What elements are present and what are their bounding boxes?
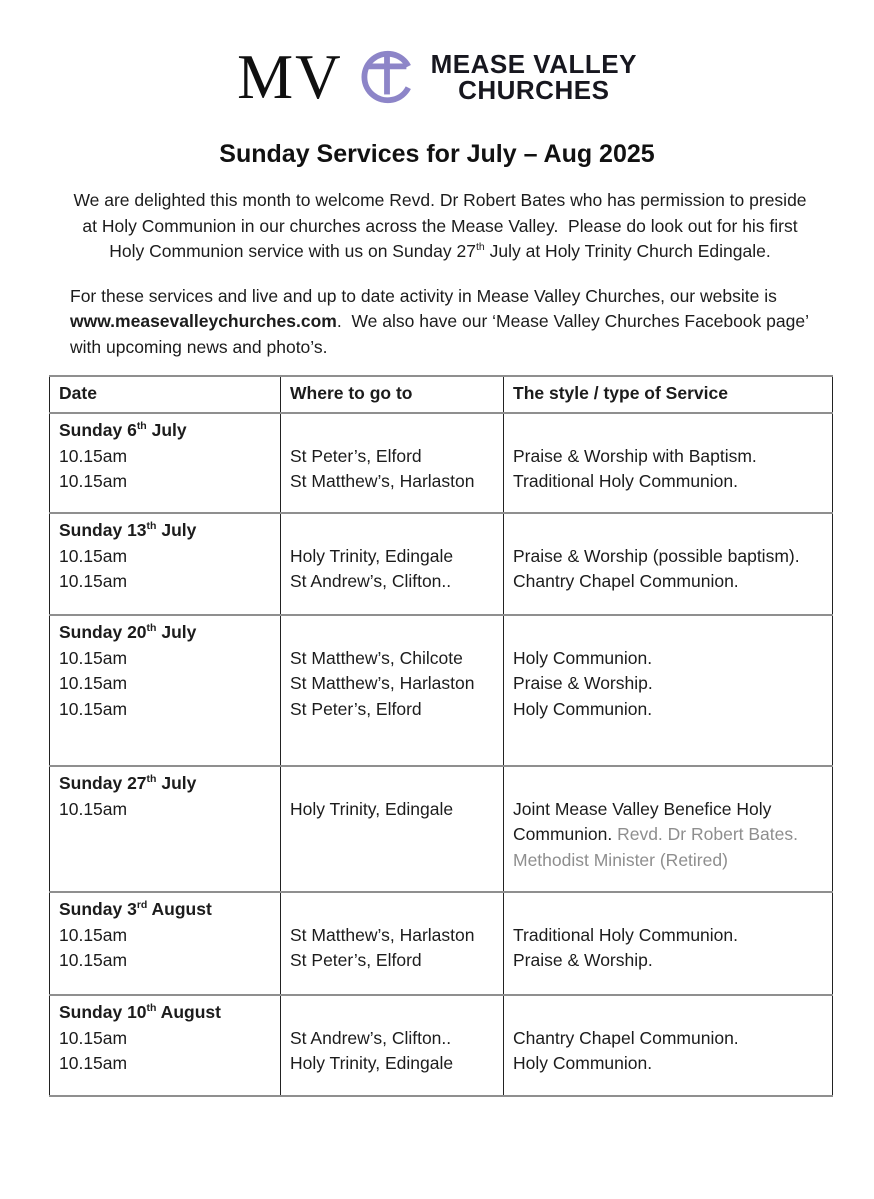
empty-line xyxy=(513,1000,826,1026)
intro-1-text-after: July at Holy Trinity Church Edingale. xyxy=(484,241,771,261)
service-line xyxy=(513,923,826,949)
date-line xyxy=(59,418,274,444)
date-line xyxy=(59,620,274,646)
date-cell xyxy=(50,766,281,892)
empty-line xyxy=(513,771,826,797)
service-cell xyxy=(504,892,833,995)
table-row xyxy=(50,513,833,615)
service-text: Chantry Chapel Communion. xyxy=(513,571,739,591)
location-cell xyxy=(281,615,504,766)
service-text: Traditional Holy Communion. xyxy=(513,924,738,945)
location-line: St Matthew’s, Harlaston xyxy=(290,471,475,491)
date-ordinal-suffix: th xyxy=(146,520,157,533)
location-line: St Peter’s, Elford xyxy=(290,950,422,970)
location-line: St Matthew’s, Harlaston xyxy=(290,924,475,945)
service-line xyxy=(513,697,826,723)
time-line: 10.15am xyxy=(59,698,128,719)
logo-monogram: MV xyxy=(237,41,343,112)
location-line: Holy Trinity, Edingale xyxy=(290,545,454,566)
service-text: Joint Mease Valley Benefice Holy Communion. xyxy=(513,798,772,844)
service-text: Chantry Chapel Communion. xyxy=(513,1027,739,1048)
cross-in-circle-icon xyxy=(356,46,418,108)
location-cell xyxy=(281,766,504,892)
intro-2-text-after: . We also have our ‘Mease Valley Churches Facebook page’ with upcoming news and photo’s. xyxy=(70,311,814,357)
table-row xyxy=(50,766,833,892)
location-cell xyxy=(281,413,504,513)
date-day: Sunday 20 xyxy=(59,622,147,642)
time-line: 10.15am xyxy=(59,1027,128,1048)
location-cell xyxy=(281,513,504,615)
service-line xyxy=(513,797,826,874)
date-month: August xyxy=(147,899,212,919)
services-table-body xyxy=(50,413,833,1096)
date-month: July xyxy=(146,420,187,440)
ordinal-suffix: th xyxy=(475,241,485,254)
time-line: 10.15am xyxy=(59,924,128,945)
date-day: Sunday 27 xyxy=(59,773,147,793)
intro-paragraph-1 xyxy=(70,188,810,265)
time-line: 10.15am xyxy=(59,571,128,591)
date-ordinal-suffix: th xyxy=(146,622,157,635)
empty-line xyxy=(290,1000,497,1026)
date-line xyxy=(59,771,274,797)
date-day: Sunday 3 xyxy=(59,899,137,919)
empty-line xyxy=(290,620,497,646)
location-line: St Peter’s, Elford xyxy=(290,698,422,719)
location-line: Holy Trinity, Edingale xyxy=(290,798,454,819)
logo-wordmark-line2: CHURCHES xyxy=(458,75,610,105)
website-url: www.measevalleychurches.com xyxy=(70,311,337,331)
date-month: August xyxy=(156,1002,221,1022)
empty-line xyxy=(513,518,826,544)
time-line: 10.15am xyxy=(59,647,128,668)
location-line: St Matthew’s, Chilcote xyxy=(290,647,463,668)
location-cell xyxy=(281,892,504,995)
time-line: 10.15am xyxy=(59,445,128,466)
service-line xyxy=(513,444,826,470)
date-day: Sunday 10 xyxy=(59,1002,147,1022)
location-line: St Andrew’s, Clifton.. xyxy=(290,1027,452,1048)
service-line xyxy=(513,671,826,697)
service-text: Traditional Holy Communion. xyxy=(513,471,738,491)
date-month: July xyxy=(156,773,197,793)
logo-wordmark-line1: MEASE VALLEY xyxy=(430,49,637,79)
date-cell xyxy=(50,995,281,1096)
location-line: St Andrew’s, Clifton.. xyxy=(290,571,452,591)
time-line: 10.15am xyxy=(59,798,128,819)
services-table xyxy=(49,375,833,1097)
empty-line xyxy=(290,897,497,923)
date-line xyxy=(59,1000,274,1026)
intro-paragraph-2 xyxy=(70,284,814,361)
date-ordinal-suffix: th xyxy=(146,773,157,786)
date-month: July xyxy=(156,520,197,540)
location-cell xyxy=(281,995,504,1096)
date-cell xyxy=(50,513,281,615)
service-line xyxy=(513,544,826,570)
time-line: 10.15am xyxy=(59,673,128,693)
location-line: St Peter’s, Elford xyxy=(290,445,422,466)
location-line: St Matthew’s, Harlaston xyxy=(290,673,475,693)
column-header-date: Date xyxy=(50,376,281,413)
date-line xyxy=(59,518,274,544)
logo-wordmark xyxy=(431,51,637,103)
service-text: Holy Communion. xyxy=(513,647,653,668)
date-cell xyxy=(50,892,281,995)
service-line xyxy=(513,569,826,595)
empty-line xyxy=(513,620,826,646)
table-row xyxy=(50,615,833,766)
date-ordinal-suffix: th xyxy=(146,1002,157,1015)
time-line: 10.15am xyxy=(59,545,128,566)
service-text: Praise & Worship (possible baptism). xyxy=(513,545,800,566)
empty-line xyxy=(290,771,497,797)
service-text: Holy Communion. xyxy=(513,698,653,719)
service-note: Revd. Dr Robert Bates. Methodist Minister (Retired) xyxy=(513,824,798,870)
service-line xyxy=(513,948,826,974)
service-cell xyxy=(504,413,833,513)
column-header-service: The style / type of Service xyxy=(504,376,833,413)
table-row xyxy=(50,413,833,513)
service-cell xyxy=(504,766,833,892)
page-title: Sunday Services for July – Aug 2025 xyxy=(219,140,655,168)
service-text: Praise & Worship. xyxy=(513,673,653,693)
time-line: 10.15am xyxy=(59,471,128,491)
date-day: Sunday 6 xyxy=(59,420,137,440)
service-text: Holy Communion. xyxy=(513,1053,653,1073)
date-cell xyxy=(50,413,281,513)
date-month: July xyxy=(156,622,197,642)
service-line xyxy=(513,1026,826,1052)
service-cell xyxy=(504,995,833,1096)
table-row xyxy=(50,995,833,1096)
location-line: Holy Trinity, Edingale xyxy=(290,1053,454,1073)
empty-line xyxy=(513,897,826,923)
intro-1-text: We are delighted this month to welcome Revd. Dr Robert Bates who has permission to preside at Holy Communion in our churches across the Mease Valley. Please do look out for his first Holy Communion service with us on Sunday 27 xyxy=(73,190,812,261)
empty-line xyxy=(290,418,497,444)
table-header-row xyxy=(50,376,833,413)
service-text: Praise & Worship with Baptism. xyxy=(513,445,757,466)
intro-2-text: For these services and live and up to date activity in Mease Valley Churches, our website is xyxy=(70,285,782,306)
service-text: Praise & Worship. xyxy=(513,950,653,970)
date-ordinal-suffix: th xyxy=(136,420,147,433)
service-line xyxy=(513,469,826,495)
service-line xyxy=(513,646,826,672)
service-line xyxy=(513,1051,826,1077)
table-row xyxy=(50,892,833,995)
service-cell xyxy=(504,615,833,766)
logo xyxy=(0,40,874,114)
date-day: Sunday 13 xyxy=(59,520,147,540)
time-line: 10.15am xyxy=(59,1053,128,1073)
date-cell xyxy=(50,615,281,766)
empty-line xyxy=(290,518,497,544)
column-header-location: Where to go to xyxy=(281,376,504,413)
empty-line xyxy=(513,418,826,444)
date-line xyxy=(59,897,274,923)
time-line: 10.15am xyxy=(59,950,128,970)
date-ordinal-suffix: rd xyxy=(136,899,148,912)
service-cell xyxy=(504,513,833,615)
